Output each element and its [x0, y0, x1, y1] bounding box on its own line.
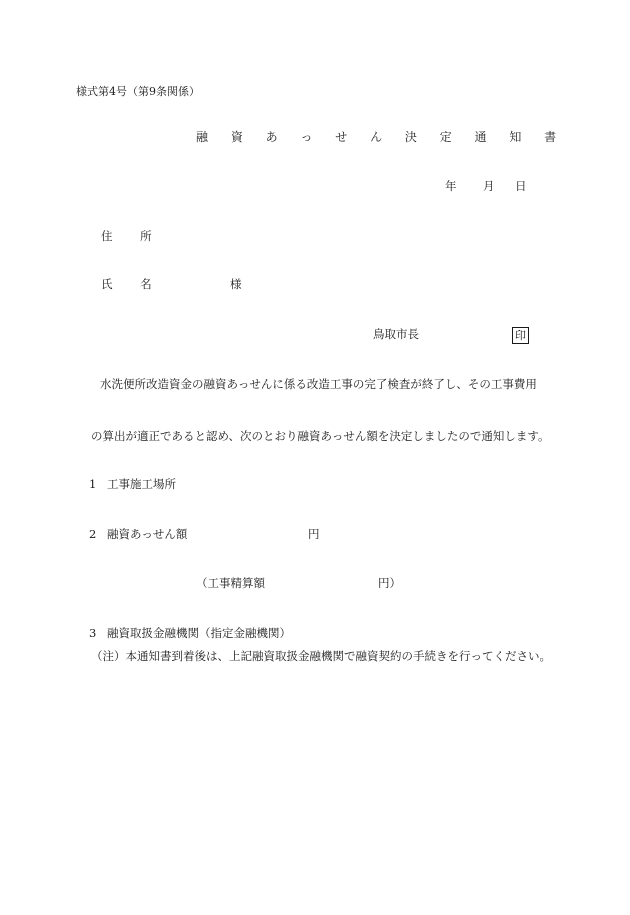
- date-month-label: 月: [483, 179, 495, 193]
- footnote: （注）本通知書到着後は、上記融資取扱金融機関で融資契約の手続きを行ってください。: [91, 649, 551, 663]
- recipient-honorific: 様: [230, 277, 242, 291]
- date-year-label: 年: [445, 179, 457, 193]
- item-number: 2: [89, 527, 97, 541]
- date-day-label: 日: [515, 179, 527, 193]
- item-label-construction-site: 工事施工場所: [107, 477, 176, 491]
- form-number: 様式第4号（第9条関係）: [76, 85, 200, 98]
- item-number: 3: [89, 626, 97, 640]
- loan-amount-unit: 円: [308, 527, 320, 541]
- item-number: 1: [89, 477, 97, 491]
- settlement-amount-label: （工事精算額: [196, 576, 265, 590]
- seal-mark: 印: [512, 327, 529, 344]
- body-text-line-2: の算出が適正であると認め、次のとおり融資あっせん額を決定しましたので通知します。: [91, 429, 550, 443]
- body-text-line-1: 水洗便所改造資金の融資あっせんに係る改造工事の完了検査が終了し、その工事費用: [100, 377, 537, 391]
- item-label-financial-institution: 融資取扱金融機関（指定金融機関）: [107, 626, 291, 640]
- recipient-name-label: 氏 名: [101, 277, 164, 291]
- settlement-amount-unit: 円）: [378, 576, 401, 590]
- document-title: 融 資 あ っ せ ん 決 定 通 知 書: [196, 130, 566, 144]
- issuer-name: 鳥取市長: [373, 327, 419, 341]
- item-label-loan-amount: 融資あっせん額: [107, 527, 188, 541]
- recipient-address-label: 住 所: [101, 229, 164, 243]
